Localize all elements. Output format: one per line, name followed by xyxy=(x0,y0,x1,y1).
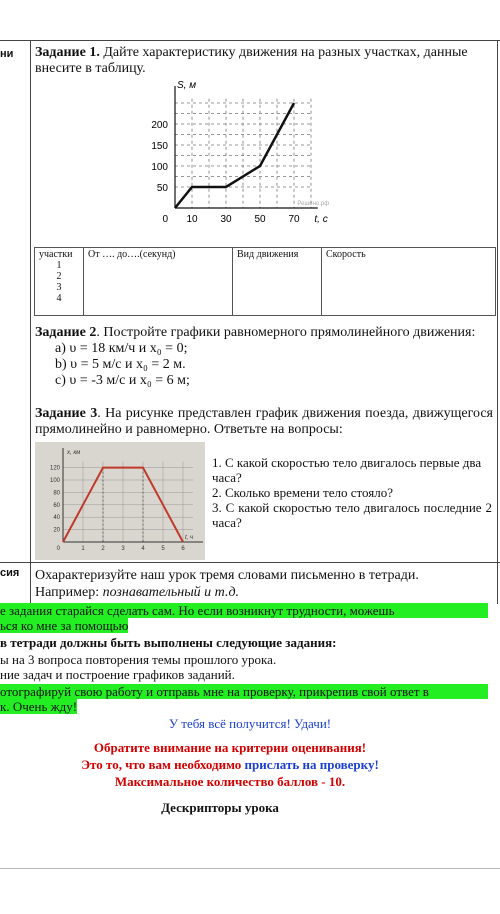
frame-line xyxy=(0,40,500,41)
task3-questions xyxy=(212,455,492,530)
watermark: Решено.рф xyxy=(297,201,330,207)
frame-line xyxy=(30,40,31,604)
notebook-title: в тетради должны быть выполнены следующие задания: xyxy=(0,635,337,650)
x-tick-label: 2 xyxy=(101,546,105,552)
table-header-motion-type: Вид движения xyxy=(233,248,322,316)
x-tick-label: 10 xyxy=(186,214,198,225)
y-tick-label: 40 xyxy=(53,515,60,522)
task2-items xyxy=(55,341,190,389)
encouragement: У тебя всё получится! Удачи! xyxy=(168,716,332,731)
criteria-note: Обратите внимание на критерии оценивания! Это то, что вам необходимо прислать на проверку! Максимальное количество баллов - 10. xyxy=(81,740,379,789)
list-item: ние задач и построение графиков заданий. xyxy=(0,667,235,682)
task1-table xyxy=(34,247,496,316)
table-row: 1 xyxy=(56,260,62,271)
task1-graph xyxy=(140,78,370,238)
task3-text: Задание 3. На рисунке представлен график движения поезда, движущегося прямолинейно и равномерно. Ответьте на вопросы: xyxy=(35,406,493,437)
y-tick-label: 80 xyxy=(53,490,60,497)
task2-item: c) υ = -3 м/с и x₀ = 6 м; xyxy=(55,373,190,388)
y-tick-label: 120 xyxy=(49,465,60,472)
page-bottom-line xyxy=(0,868,500,869)
y-axis-label: S, м xyxy=(177,80,197,91)
task3-graph xyxy=(35,442,205,560)
x-axis-label: t, ч xyxy=(185,535,194,541)
table-header-speed: Скорость xyxy=(322,248,496,316)
y-tick-label: 100 xyxy=(151,162,168,173)
task3-graph-photo xyxy=(35,442,205,560)
y-tick-label: 150 xyxy=(151,141,168,152)
x-tick-label: 5 xyxy=(161,546,165,552)
table-row: 4 xyxy=(56,293,62,304)
list-item: ы на 3 вопроса повторения темы прошлого урока. xyxy=(0,652,277,667)
task1-label: Задание 1. xyxy=(35,45,100,60)
help-note: е задания старайся сделать сам. Но если возникнут трудности, можешь ься ко мне за помощью xyxy=(0,603,488,633)
question-2: 2. Сколько времени тело стояло? xyxy=(212,485,394,500)
x-tick-label: 70 xyxy=(288,214,300,225)
task2-item: b) υ = 5 м/с и x₀ = 2 м. xyxy=(55,357,186,372)
distance-time-line xyxy=(175,103,294,208)
task3-label: Задание 3 xyxy=(35,406,98,421)
x-tick-label: 3 xyxy=(121,546,125,552)
y-tick-label: 200 xyxy=(151,120,168,131)
task2-item: a) υ = 18 км/ч и x₀ = 0; xyxy=(55,341,188,356)
x-tick-label: 50 xyxy=(254,214,266,225)
table-row: 2 xyxy=(56,271,62,282)
notebook-list xyxy=(0,652,276,682)
x-tick-label: 30 xyxy=(220,214,232,225)
x-tick-label: 1 xyxy=(81,546,85,552)
graph-grid xyxy=(175,99,311,208)
y-tick-label: 0 xyxy=(162,214,168,225)
y-tick-label: 50 xyxy=(156,183,168,194)
summary: Охарактеризуйте наш урок тремя словами письменно в тетради. Например: познавательный и т.д. xyxy=(35,568,419,600)
task1-text: Задание 1. Дайте характеристику движения на разных участках, данные внесите в таблицу. xyxy=(35,45,468,76)
y-tick-label: 20 xyxy=(53,527,60,534)
task2-label: Задание 2 xyxy=(35,325,97,340)
task2-text: Задание 2. Постройте графики равномерного прямолинейного движения: xyxy=(35,325,476,340)
question-3: 3. С какой скоростью тело двигалось последние 2 часа? xyxy=(212,500,492,530)
origin-label: 0 xyxy=(56,546,60,552)
question-1: 1. С какой скоростью тело двигалось первые два часа? xyxy=(212,455,482,485)
frame-line xyxy=(0,562,500,563)
table-header-interval: От …. до….(секунд) xyxy=(84,248,233,316)
y-axis-label: x, км xyxy=(67,450,81,456)
x-tick-label: 6 xyxy=(181,546,185,552)
x-tick-label: 4 xyxy=(141,546,145,552)
table-cell-sections: участки 1 2 3 4 xyxy=(35,248,84,316)
left-cut-label: ни xyxy=(0,48,14,60)
y-tick-label: 100 xyxy=(49,478,60,484)
frame-line xyxy=(497,40,498,604)
left-cut-label: сия xyxy=(0,567,20,579)
graph-axes xyxy=(175,86,318,208)
y-tick-label: 60 xyxy=(53,502,60,509)
submit-note: отографируй свою работу и отправь мне на проверку, прикрепив свой ответ в к. Очень жду! xyxy=(0,684,488,714)
descriptors-heading: Дескрипторы урока xyxy=(161,800,279,815)
x-axis-label: t, c xyxy=(314,214,328,225)
table-row: 3 xyxy=(56,282,62,293)
